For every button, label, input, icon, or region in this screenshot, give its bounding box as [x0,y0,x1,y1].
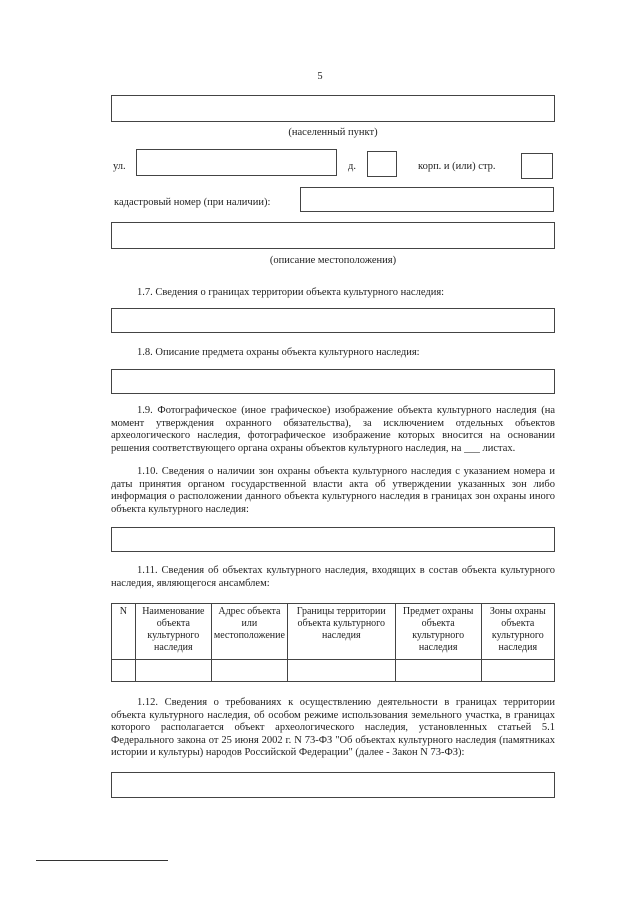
location-field[interactable] [111,222,555,249]
activity-requirements-field[interactable] [111,772,555,798]
building-field[interactable] [521,153,553,179]
page-number: 5 [317,71,323,82]
table-cell[interactable] [112,660,136,682]
footnote-separator [36,860,168,861]
col-header-boundaries: Границы территории объекта культурного наследия [287,604,395,660]
table-header-row [112,604,555,660]
col-header-number: N [112,604,136,660]
section-1-9-paragraph: 1.9. Фотографическое (иное графическое) изображение объекта культурного наследия (на момент утверждения охранного обязательства), за исключением отдельных объектов археологического наследия, фотографическое изображение которых вносится на основании решения соответствующего органа охраны объектов культурного наследия, на ___ листах. [111,405,555,454]
building-label: корп. и (или) стр. [418,161,496,172]
col-header-address: Адрес объекта или местоположение [211,604,287,660]
protection-subject-field[interactable] [111,369,555,394]
section-1-10-paragraph: 1.10. Сведения о наличии зон охраны объекта культурного наследия с указанием номера и даты принятия органом государственной власти акта об утверждении указанных зон либо информация о расположении данного объекта культурного наследия в границах зон охраны иного объекта культурного наследия: [111,466,555,515]
cadastral-field[interactable] [300,187,554,212]
street-field[interactable] [136,149,337,176]
col-header-protection-subject: Предмет охраны объекта культурного наследия [395,604,481,660]
section-1-8-heading: 1.8. Описание предмета охраны объекта культурного наследия: [137,347,420,358]
settlement-caption: (населенный пункт) [288,127,378,138]
ensemble-objects-table [111,603,555,682]
col-header-name: Наименование объекта культурного наследия [135,604,211,660]
table-cell[interactable] [395,660,481,682]
section-1-7-heading: 1.7. Сведения о границах территории объекта культурного наследия: [137,287,445,298]
col-header-protection-zones: Зоны охраны объекта культурного наследия [481,604,554,660]
location-caption: (описание местоположения) [269,255,397,266]
street-label: ул. [113,161,126,172]
protection-zones-field[interactable] [111,527,555,552]
settlement-field[interactable] [111,95,555,122]
cadastral-label: кадастровый номер (при наличии): [114,197,271,208]
house-field[interactable] [367,151,397,177]
section-1-11-paragraph: 1.11. Сведения об объектах культурного наследия, входящих в состав объекта культурного наследия, являющегося ансамблем: [111,565,555,589]
territory-boundaries-field[interactable] [111,308,555,333]
table-cell[interactable] [135,660,211,682]
table-cell[interactable] [287,660,395,682]
house-label: д. [348,161,356,172]
table-cell[interactable] [481,660,554,682]
table-cell[interactable] [211,660,287,682]
table-row [112,660,555,682]
section-1-12-paragraph: 1.12. Сведения о требованиях к осуществлению деятельности в границах территории объекта культурного наследия, об особом режиме использования земельного участка, в границах которого располагается объект археологического наследия, установленных статьей 5.1 Федерального закона от 25 июня 2002 г. N 73-ФЗ "Об объектах культурного наследия (памятниках истории и культуры) народов Российской Федерации" (далее - Закон N 73-ФЗ): [111,697,555,758]
